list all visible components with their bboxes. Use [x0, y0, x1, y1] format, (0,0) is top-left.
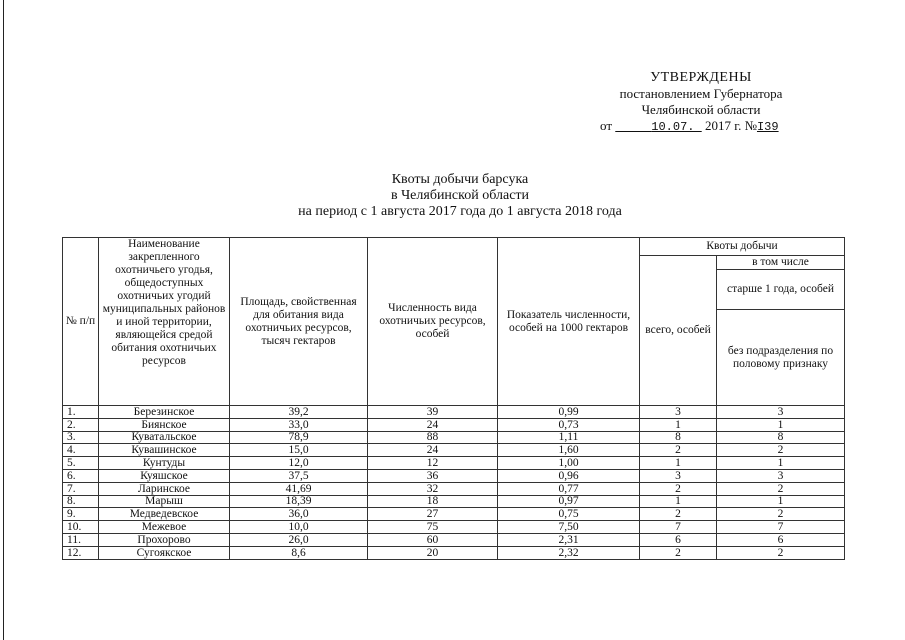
cell-density: 0,73: [498, 418, 640, 431]
table-row: [63, 444, 845, 457]
cell-name: Кунтуды: [99, 457, 230, 470]
cell-name: Биянское: [99, 418, 230, 431]
cell-density: 0,99: [498, 406, 640, 419]
cell-no-gender: 2: [717, 482, 845, 495]
cell-population: 88: [368, 431, 498, 444]
cell-density: 0,75: [498, 508, 640, 521]
cell-name: Ларинское: [99, 482, 230, 495]
cell-num: 1.: [63, 406, 99, 419]
header-total: всего, особей: [640, 256, 717, 406]
cell-name: Куватальское: [99, 431, 230, 444]
cell-name: Марыш: [99, 495, 230, 508]
cell-name: Прохорово: [99, 533, 230, 546]
header-num: № п/п: [63, 238, 99, 406]
cell-name: Кувашинское: [99, 444, 230, 457]
cell-name: Куяшское: [99, 469, 230, 482]
cell-no-gender: 3: [717, 406, 845, 419]
cell-density: 2,32: [498, 546, 640, 559]
cell-no-gender: 1: [717, 418, 845, 431]
cell-area: 78,9: [230, 431, 368, 444]
table-row: [63, 508, 845, 521]
cell-num: 12.: [63, 546, 99, 559]
cell-no-gender: 2: [717, 444, 845, 457]
approval-dateline: [596, 118, 806, 135]
approval-line-2: Челябинской области: [641, 102, 761, 117]
table-row: [63, 546, 845, 559]
title-line-3: на период с 1 августа 2017 года до 1 августа 2018 года: [298, 204, 622, 219]
cell-name: Сугоякское: [99, 546, 230, 559]
cell-population: 60: [368, 533, 498, 546]
table-row: [63, 495, 845, 508]
cell-name: Медведевское: [99, 508, 230, 521]
quota-table: [62, 237, 845, 560]
cell-area: 18,39: [230, 495, 368, 508]
cell-total: 2: [640, 508, 717, 521]
document-title: [200, 172, 720, 220]
cell-population: 32: [368, 482, 498, 495]
cell-density: 7,50: [498, 521, 640, 534]
table-row: [63, 482, 845, 495]
cell-num: 5.: [63, 457, 99, 470]
cell-no-gender: 2: [717, 508, 845, 521]
cell-population: 39: [368, 406, 498, 419]
cell-population: 75: [368, 521, 498, 534]
header-area: Площадь, свойственная для обитания вида охотничьих ресурсов, тысяч гектаров: [230, 238, 368, 406]
cell-total: 6: [640, 533, 717, 546]
cell-num: 8.: [63, 495, 99, 508]
cell-population: 24: [368, 418, 498, 431]
cell-num: 11.: [63, 533, 99, 546]
date-value: [615, 120, 701, 134]
cell-area: 12,0: [230, 457, 368, 470]
header-population: Численность вида охотничьих ресурсов, особей: [368, 238, 498, 406]
cell-population: 36: [368, 469, 498, 482]
cell-area: 10,0: [230, 521, 368, 534]
cell-population: 18: [368, 495, 498, 508]
cell-density: 1,11: [498, 431, 640, 444]
header-name: Наименование закрепленного охотничьего угодья, общедоступных охотничьих угодий муниципальных районов и иной территории, являющейся средой обитания охотничьих ресурсов: [99, 238, 230, 406]
cell-population: 24: [368, 444, 498, 457]
cell-num: 4.: [63, 444, 99, 457]
cell-no-gender: 1: [717, 457, 845, 470]
cell-total: 2: [640, 444, 717, 457]
date-prefix: от: [600, 118, 613, 133]
cell-population: 12: [368, 457, 498, 470]
cell-no-gender: 6: [717, 533, 845, 546]
cell-area: 37,5: [230, 469, 368, 482]
cell-no-gender: 2: [717, 546, 845, 559]
date-value-text: 10.07.: [651, 120, 695, 134]
cell-name: Березинское: [99, 406, 230, 419]
header-older: старше 1 года, особей: [717, 270, 845, 310]
cell-area: 8,6: [230, 546, 368, 559]
table-row: [63, 431, 845, 444]
table-row: [63, 457, 845, 470]
cell-population: 20: [368, 546, 498, 559]
cell-num: 2.: [63, 418, 99, 431]
header-including: в том числе: [717, 256, 845, 270]
cell-no-gender: 7: [717, 521, 845, 534]
title-line-2: в Челябинской области: [390, 188, 530, 203]
approval-block: [596, 70, 806, 135]
cell-area: 41,69: [230, 482, 368, 495]
table-row: [63, 469, 845, 482]
cell-density: 1,60: [498, 444, 640, 457]
header-density: Показатель численности, особей на 1000 гектаров: [498, 238, 640, 406]
table-row: [63, 521, 845, 534]
cell-num: 3.: [63, 431, 99, 444]
cell-total: 7: [640, 521, 717, 534]
cell-total: 1: [640, 418, 717, 431]
cell-num: 7.: [63, 482, 99, 495]
header-quotas: Квоты добычи: [640, 238, 845, 256]
cell-area: 15,0: [230, 444, 368, 457]
cell-area: 36,0: [230, 508, 368, 521]
cell-density: 0,96: [498, 469, 640, 482]
cell-area: 39,2: [230, 406, 368, 419]
approval-line-1: постановлением Губернатора: [619, 86, 783, 101]
cell-population: 27: [368, 508, 498, 521]
cell-total: 1: [640, 457, 717, 470]
table-row: [63, 418, 845, 431]
cell-density: 0,97: [498, 495, 640, 508]
cell-total: 3: [640, 469, 717, 482]
table-row: [63, 533, 845, 546]
header-no-gender: без подразделения по половому признаку: [717, 310, 845, 406]
title-line-1: Квоты добычи барсука: [391, 172, 529, 187]
cell-total: 2: [640, 546, 717, 559]
cell-area: 26,0: [230, 533, 368, 546]
date-mid: 2017 г. №: [704, 118, 757, 133]
table-row: [63, 406, 845, 419]
cell-name: Межевое: [99, 521, 230, 534]
cell-area: 33,0: [230, 418, 368, 431]
cell-num: 10.: [63, 521, 99, 534]
cell-density: 0,77: [498, 482, 640, 495]
cell-no-gender: 8: [717, 431, 845, 444]
cell-total: 2: [640, 482, 717, 495]
cell-total: 8: [640, 431, 717, 444]
decree-number: I39: [756, 120, 779, 134]
page-edge-line: [3, 0, 4, 640]
cell-density: 2,31: [498, 533, 640, 546]
cell-total: 1: [640, 495, 717, 508]
cell-no-gender: 1: [717, 495, 845, 508]
cell-num: 6.: [63, 469, 99, 482]
cell-density: 1,00: [498, 457, 640, 470]
approval-title: УТВЕРЖДЕНЫ: [650, 70, 752, 85]
cell-no-gender: 3: [717, 469, 845, 482]
cell-num: 9.: [63, 508, 99, 521]
cell-total: 3: [640, 406, 717, 419]
